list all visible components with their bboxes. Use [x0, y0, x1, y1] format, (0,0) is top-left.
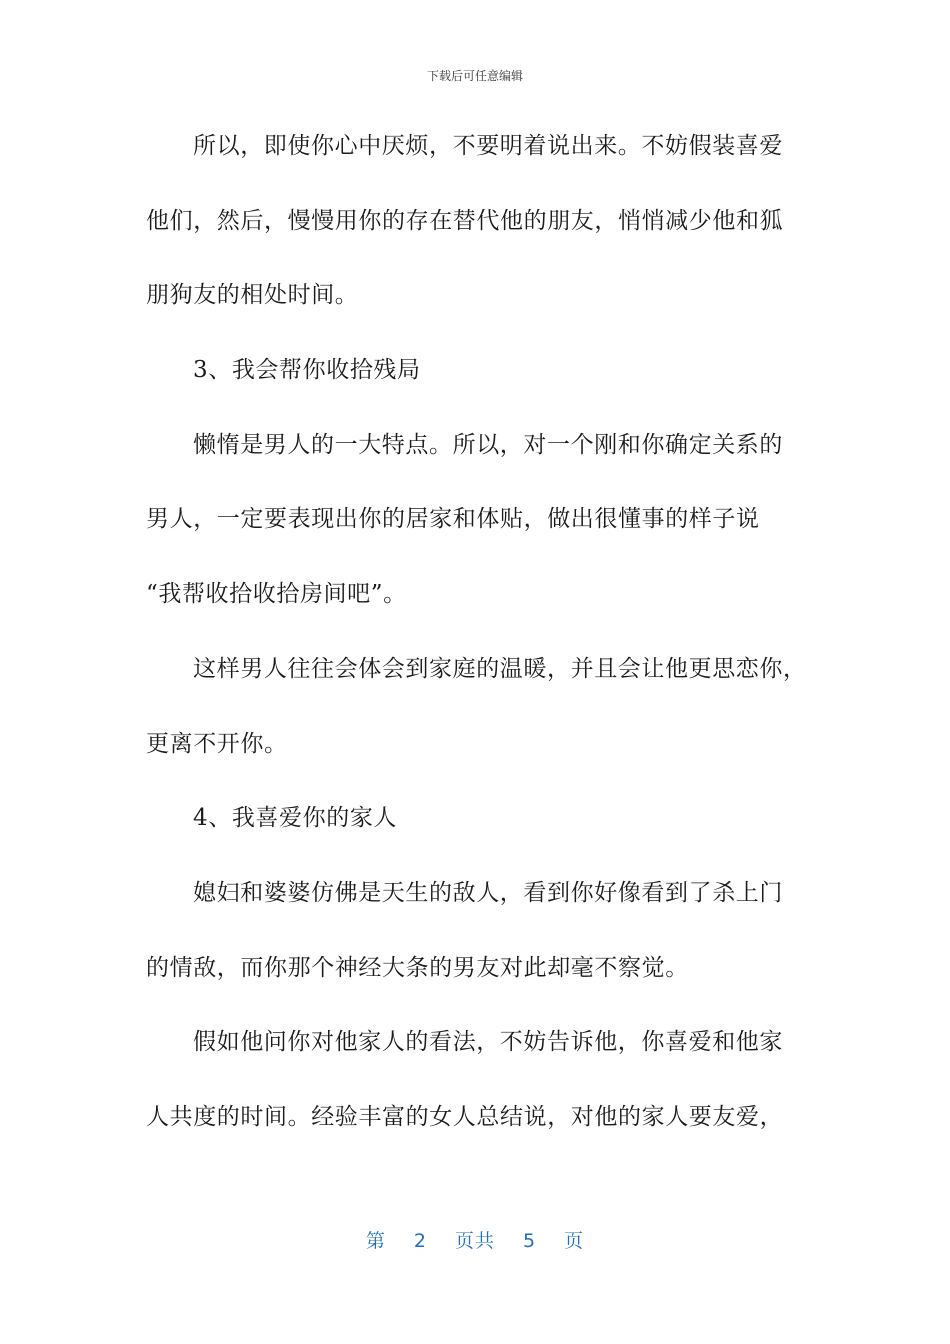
footer-suffix: 页: [564, 1230, 585, 1252]
paragraph-line: 人共度的时间。经验丰富的女人总结说，对他的家人要友爱，: [146, 1103, 784, 1130]
total-page-count: 5: [523, 1230, 537, 1252]
paragraph-line: 朋狗友的相处时间。: [146, 282, 359, 309]
paragraph-line: “我帮收拾收拾房间吧”。: [146, 581, 407, 608]
document-body: [146, 126, 808, 1172]
paragraph-line: 懒惰是男人的一大特点。所以，对一个刚和你确定关系的: [193, 431, 783, 458]
paragraph-line: 所以，即使你心中厌烦，不要明着说出来。不妨假装喜爱: [193, 133, 783, 159]
header-note: 下载后可任意编辑: [426, 69, 523, 83]
page-footer: [0, 1226, 950, 1253]
section-heading: 4、我喜爱你的家人: [193, 805, 398, 832]
footer-prefix: 第: [365, 1230, 386, 1252]
footer-middle: 页共: [454, 1230, 495, 1252]
paragraph-line: 的情敌，而你那个神经大条的男友对此却毫不察觉。: [146, 954, 689, 981]
paragraph-line: 媳妇和婆婆仿佛是天生的敌人，看到你好像看到了杀上门: [193, 879, 783, 906]
paragraph-line: 这样男人往往会体会到家庭的温暖，并且会让他更思恋你，: [193, 655, 807, 682]
paragraph-line: 他们，然后，慢慢用你的存在替代他的朋友，悄悄减少他和狐: [146, 207, 784, 234]
paragraph-line: 男人，一定要表现出你的居家和体贴，做出很懂事的样子说: [146, 506, 760, 533]
section-heading: 3、我会帮你收拾残局: [193, 357, 421, 384]
paragraph-line: 更离不开你。: [146, 730, 288, 757]
paragraph-line: 假如他问你对他家人的看法，不妨告诉他，你喜爱和他家: [193, 1029, 783, 1056]
current-page-number: 2: [413, 1230, 427, 1252]
